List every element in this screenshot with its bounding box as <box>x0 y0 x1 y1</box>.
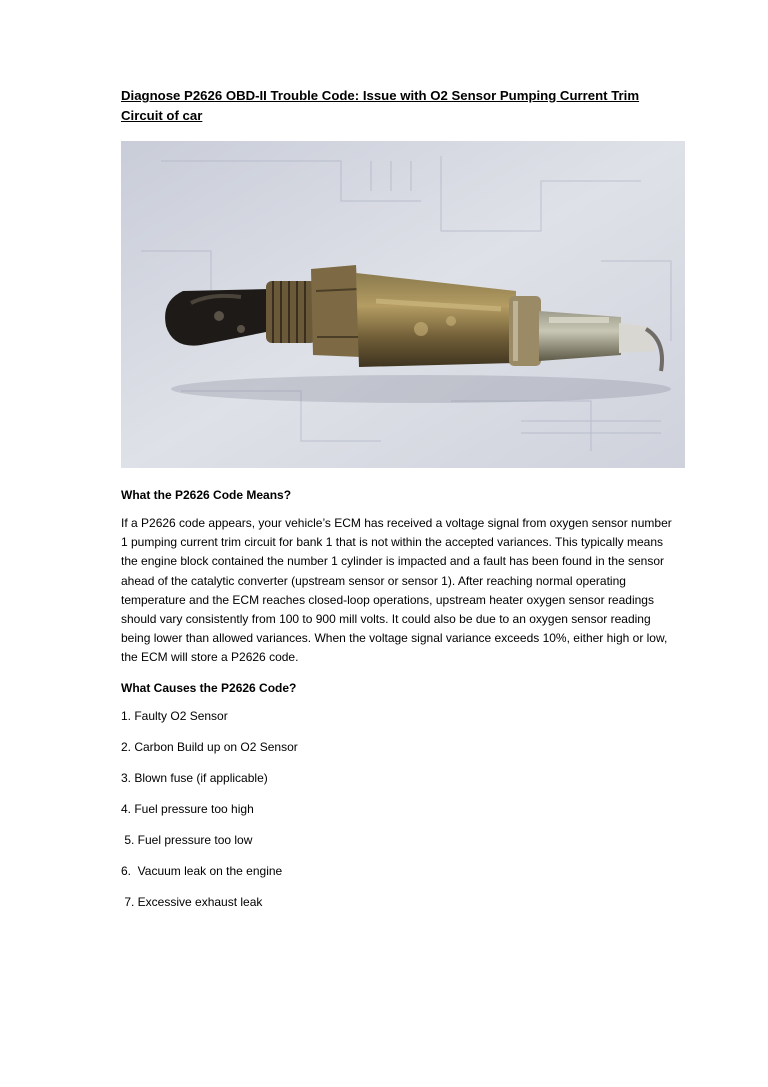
section-heading-means: What the P2626 Code Means? <box>121 488 292 502</box>
list-item: 2. Carbon Build up on O2 Sensor <box>121 740 298 754</box>
o2-sensor-image <box>121 141 685 468</box>
list-item: 6. Vacuum leak on the engine <box>121 864 283 878</box>
list-item: 5. Fuel pressure too low <box>121 833 253 847</box>
section-heading-causes: What Causes the P2626 Code? <box>121 681 297 695</box>
list-item: 1. Faulty O2 Sensor <box>121 709 228 723</box>
page-title: Diagnose P2626 OBD-II Trouble Code: Issue with O2 Sensor Pumping Current Trim Circuit of car <box>121 88 640 123</box>
list-item: 3. Blown fuse (if applicable) <box>121 771 268 785</box>
list-item: 7. Excessive exhaust leak <box>121 895 263 909</box>
o2-sensor-photo <box>121 141 685 468</box>
list-item: 4. Fuel pressure too high <box>121 802 254 816</box>
section-body-means: If a P2626 code appears, your vehicle’s ECM has received a voltage signal from oxygen sensor number 1 pumping current trim circuit for bank 1 that is not within the accepted variances. This typically means the engine block contained the number 1 cylinder is impacted and a fault has been found in the sensor ahead of the catalytic converter (upstream sensor or sensor 1). After reaching normal operating temperature and the ECM reaches closed-loop operations, upstream heater oxygen sensor readings should vary consistently from 100 to 900 mill volts. It could also be due to an oxygen sensor reading being lower than allowed variances. When the voltage signal variance exceeds 10%, either high or low, the ECM will store a P2626 code. <box>121 516 672 665</box>
